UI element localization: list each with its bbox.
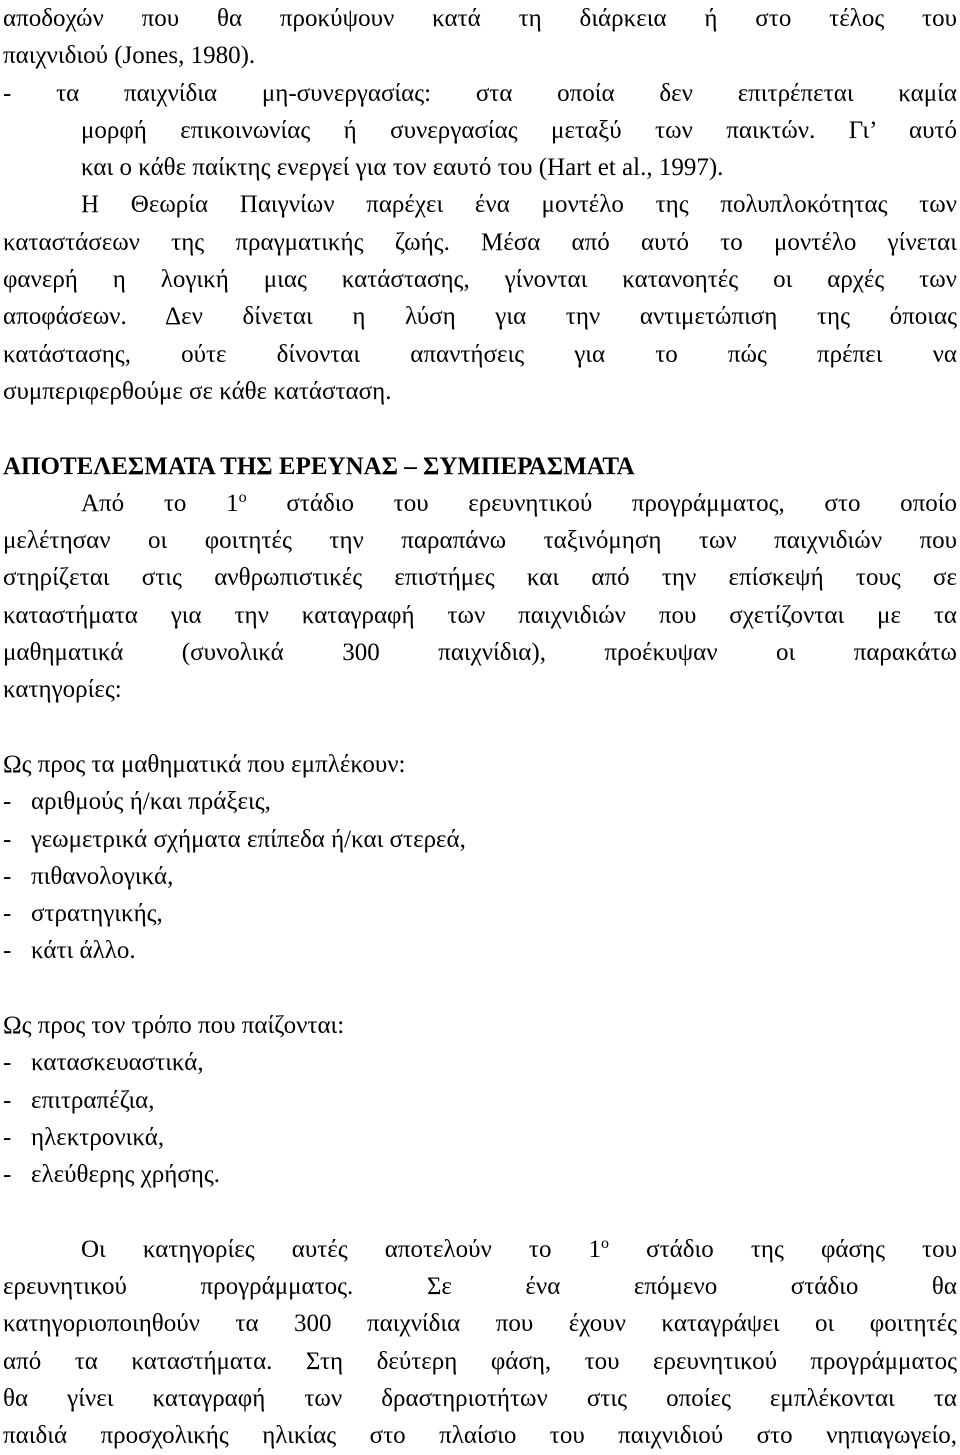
text-line: συμπεριφερθούμε σε κάθε κατάσταση. xyxy=(3,377,392,405)
spacer xyxy=(3,410,957,447)
list-marker: - xyxy=(3,1123,12,1151)
text-line: Η Θεωρία Παιγνίων παρέχει ένα μοντέλο της πολυπλοκότητας των xyxy=(81,191,957,219)
text-fragment: Οι κατηγορίες αυτές αποτελούν το 1 xyxy=(81,1235,602,1263)
math-categories xyxy=(3,746,957,970)
list-item xyxy=(3,1156,957,1193)
text-line: θα γίνει καταγραφή των δραστηριοτήτων στις οποίες εμπλέκονται τα xyxy=(3,1384,957,1412)
text-fragment: στάδιο του ερευνητικού προγράμματος, στο οποίο xyxy=(246,489,957,517)
closing-section xyxy=(3,1231,957,1455)
text-line: κατηγορίες: xyxy=(3,676,122,704)
list-item xyxy=(3,1044,957,1081)
list-title: Ως προς τον τρόπο που παίζονται: xyxy=(3,1012,345,1040)
list-item xyxy=(3,783,957,820)
list-marker: - xyxy=(3,825,12,853)
spacer xyxy=(3,970,957,1007)
text-line: κατηγοριοποιηθούν τα 300 παιχνίδια που έχουν καταγράψει οι φοιτητές xyxy=(3,1310,957,1338)
list-item xyxy=(3,895,957,932)
list-item xyxy=(3,1082,957,1119)
math-category-list xyxy=(3,783,957,969)
text-line: από τα καταστήματα. Στη δεύτερη φάση, του ερευνητικού προγράμματος xyxy=(3,1347,957,1375)
list-marker: - xyxy=(3,900,12,928)
text-line: μορφή επικοινωνίας ή συνεργασίας μεταξύ των παικτών. Γι’ αυτό xyxy=(81,116,957,144)
text-line: παιδιά προσχολικής ηλικίας στο πλαίσιο του παιχνιδιού στο νηπιαγωγείο, xyxy=(3,1422,957,1450)
text-line: μελέτησαν οι φοιτητές την παραπάνω ταξινόμηση των παιχνιδιών που xyxy=(3,527,957,555)
list-marker: - xyxy=(3,937,12,965)
ordinal-superscript: ο xyxy=(601,1234,610,1252)
list-marker: - xyxy=(3,862,12,890)
list-item-text: γεωμετρικά σχήματα επίπεδα ή/και στερεά, xyxy=(31,825,466,853)
text-line: καταστάσεων της πραγματικής ζωής. Μέσα από αυτό το μοντέλο γίνεται xyxy=(3,228,957,256)
play-category-list xyxy=(3,1044,957,1193)
list-item xyxy=(3,858,957,895)
list-title: Ως προς τα μαθηματικά που εμπλέκουν: xyxy=(3,750,406,778)
text-line xyxy=(3,485,957,522)
list-marker: - xyxy=(3,1161,12,1189)
text-line xyxy=(3,1231,957,1268)
list-item xyxy=(3,1119,957,1156)
ordinal-superscript: ο xyxy=(238,488,247,506)
list-marker: - xyxy=(3,1049,12,1077)
list-item-text: ηλεκτρονικά, xyxy=(31,1123,165,1151)
text-line: φανερή η λογική μιας κατάστασης, γίνονται κατανοητές οι αρχές των xyxy=(3,266,957,294)
text-line: αποφάσεων. Δεν δίνεται η λύση για την αντιμετώπιση της όποιας xyxy=(3,303,957,331)
play-categories xyxy=(3,1007,957,1193)
text-line: κατάστασης, ούτε δίνονται απαντήσεις για το πώς πρέπει να xyxy=(3,340,957,368)
list-item xyxy=(3,932,957,969)
text-line: και ο κάθε παίκτης ενεργεί για τον εαυτό του (Hart et al., 1997). xyxy=(81,154,724,182)
text-fragment: στάδιο της φάσης του xyxy=(609,1235,957,1263)
spacer xyxy=(3,1194,957,1231)
text-line: στηρίζεται στις ανθρωπιστικές επιστήμες και από την επίσκεψή τους σε xyxy=(3,564,957,592)
list-item xyxy=(3,821,957,858)
section-heading: ΑΠΟΤΕΛΕΣΜΑΤΑ ΤΗΣ ΕΡΕΥΝΑΣ – ΣΥΜΠΕΡΑΣΜΑΤΑ xyxy=(3,452,635,480)
text-line: μαθηματικά (συνολικά 300 παιχνίδια), προέκυψαν οι παρακάτω xyxy=(3,639,957,667)
list-item-text: κάτι άλλο. xyxy=(31,937,136,965)
results-section xyxy=(3,448,957,709)
spacer xyxy=(3,709,957,746)
list-item-text: αριθμούς ή/και πράξεις, xyxy=(31,788,271,816)
list-item-text: στρατηγικής, xyxy=(31,900,163,928)
intro-section xyxy=(3,0,957,410)
text-line: αποδοχών που θα προκύψουν κατά τη διάρκεια ή στο τέλος του xyxy=(3,5,957,32)
text-line: παιχνιδιού (Jones, 1980). xyxy=(3,42,256,70)
text-line: - τα παιχνίδια μη-συνεργασίας: στα οποία δεν επιτρέπεται καμία xyxy=(3,79,957,107)
list-item-text: πιθανολογικά, xyxy=(31,862,174,890)
list-marker: - xyxy=(3,788,12,816)
list-marker: - xyxy=(3,1086,12,1114)
list-item-text: ελεύθερης χρήσης. xyxy=(31,1161,221,1189)
list-item-text: επιτραπέζια, xyxy=(31,1086,155,1114)
text-fragment: Από το 1 xyxy=(81,489,239,517)
text-line: ερευνητικού προγράμματος. Σε ένα επόμενο στάδιο θα xyxy=(3,1273,957,1301)
text-line: καταστήματα για την καταγραφή των παιχνιδιών που σχετίζονται με τα xyxy=(3,601,957,629)
list-item-text: κατασκευαστικά, xyxy=(31,1049,204,1077)
